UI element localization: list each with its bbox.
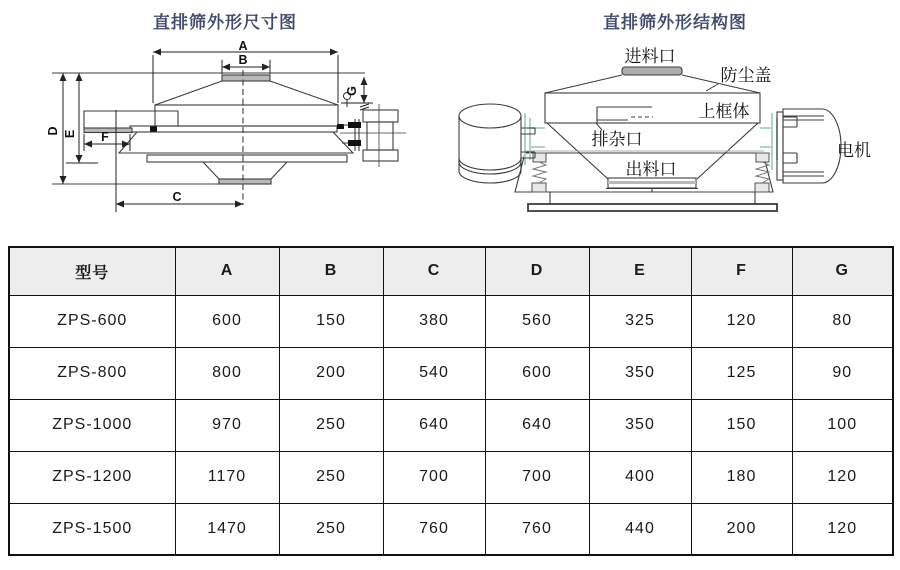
clamp-bolt-left	[150, 127, 157, 132]
value-cell: 200	[279, 347, 383, 399]
spec-table	[8, 246, 894, 556]
side-chute	[84, 111, 178, 128]
body-frame	[155, 105, 338, 126]
dim-label-f: F	[101, 130, 109, 144]
base-plate	[528, 204, 777, 211]
upper-frame-label: 上框体	[698, 102, 750, 121]
value-cell: 120	[691, 295, 792, 347]
discharge-outlet-label: 出料口	[625, 160, 677, 179]
value-cell: 760	[383, 503, 485, 555]
header-cell-f: F	[691, 247, 792, 295]
right-motor	[777, 109, 841, 183]
value-cell: 700	[383, 451, 485, 503]
dimension-diagram	[0, 0, 450, 232]
table-header-row	[9, 247, 893, 295]
value-cell: 700	[485, 451, 589, 503]
structure-diagram-title: 直排筛外形结构图	[603, 13, 747, 32]
lower-band	[147, 155, 347, 162]
value-cell: 800	[175, 347, 279, 399]
base-risers	[550, 192, 755, 204]
value-cell: 640	[485, 399, 589, 451]
value-cell: 150	[279, 295, 383, 347]
value-cell: 440	[589, 503, 691, 555]
lower-funnel	[203, 162, 287, 179]
outlet-cap	[219, 179, 271, 184]
model-cell: ZPS-1200	[9, 451, 175, 503]
dim-label-e: E	[63, 129, 77, 139]
value-cell: 350	[589, 347, 691, 399]
dim-label-b: B	[238, 53, 248, 67]
dust-cover-label: 防尘盖	[720, 66, 772, 85]
header-cell-g: G	[792, 247, 893, 295]
header-cell-d: D	[485, 247, 589, 295]
header-cell-a: A	[175, 247, 279, 295]
model-cell: ZPS-1000	[9, 399, 175, 451]
header-cell-b: B	[279, 247, 383, 295]
impurity-port-outline	[597, 107, 652, 123]
impurity-outlet-label: 排杂口	[591, 130, 643, 149]
dim-label-a: A	[238, 39, 248, 53]
value-cell: 250	[279, 399, 383, 451]
feed-inlet-label: 进料口	[624, 47, 676, 66]
motor-bolt-bottom	[348, 140, 361, 146]
value-cell: 180	[691, 451, 792, 503]
model-cell: ZPS-600	[9, 295, 175, 347]
motor-label: 电机	[837, 141, 871, 160]
value-cell: 600	[175, 295, 279, 347]
flange-band	[130, 126, 337, 132]
value-cell: 80	[792, 295, 893, 347]
value-cell: 325	[589, 295, 691, 347]
dust-cover-leader	[706, 84, 718, 91]
value-cell: 120	[792, 503, 893, 555]
sieve-outline	[52, 70, 365, 205]
value-cell: 970	[175, 399, 279, 451]
model-cell: ZPS-800	[9, 347, 175, 399]
value-cell: 90	[792, 347, 893, 399]
value-cell: 100	[792, 399, 893, 451]
value-cell: 120	[792, 451, 893, 503]
spring-coil-right	[756, 162, 769, 183]
left-motor	[459, 104, 535, 183]
value-cell: 560	[485, 295, 589, 347]
structure-outline	[515, 67, 777, 211]
cover-slopes	[155, 81, 338, 105]
value-cell: 250	[279, 503, 383, 555]
table-row	[9, 295, 893, 347]
structure-diagram	[450, 0, 900, 232]
value-cell: 1470	[175, 503, 279, 555]
skirt	[119, 132, 353, 153]
value-cell: 760	[485, 503, 589, 555]
right-motor-lugs	[783, 117, 797, 163]
value-cell: 540	[383, 347, 485, 399]
value-cell: 350	[589, 399, 691, 451]
value-cell: 1170	[175, 451, 279, 503]
side-motor	[340, 93, 406, 168]
dimension-diagram-title: 直排筛外形尺寸图	[153, 13, 297, 32]
model-cell: ZPS-1500	[9, 503, 175, 555]
header-cell-e: E	[589, 247, 691, 295]
impurity-port-leader	[596, 123, 602, 130]
inlet-cap	[222, 75, 270, 81]
dim-label-d: D	[46, 126, 60, 136]
table-row	[9, 399, 893, 451]
value-cell: 640	[383, 399, 485, 451]
table-row	[9, 503, 893, 555]
value-cell: 400	[589, 451, 691, 503]
feed-inlet-cap	[622, 67, 682, 75]
motor-bolt-top	[348, 122, 361, 128]
dim-label-c: C	[172, 190, 182, 204]
value-cell: 200	[691, 503, 792, 555]
value-cell: 380	[383, 295, 485, 347]
table-row	[9, 347, 893, 399]
header-cell-model: 型号	[9, 247, 175, 295]
spring-coil-left	[533, 162, 546, 183]
value-cell: 600	[485, 347, 589, 399]
value-cell: 150	[691, 399, 792, 451]
value-cell: 250	[279, 451, 383, 503]
header-cell-c: C	[383, 247, 485, 295]
table-row	[9, 451, 893, 503]
value-cell: 125	[691, 347, 792, 399]
dim-label-g: G	[345, 86, 359, 96]
